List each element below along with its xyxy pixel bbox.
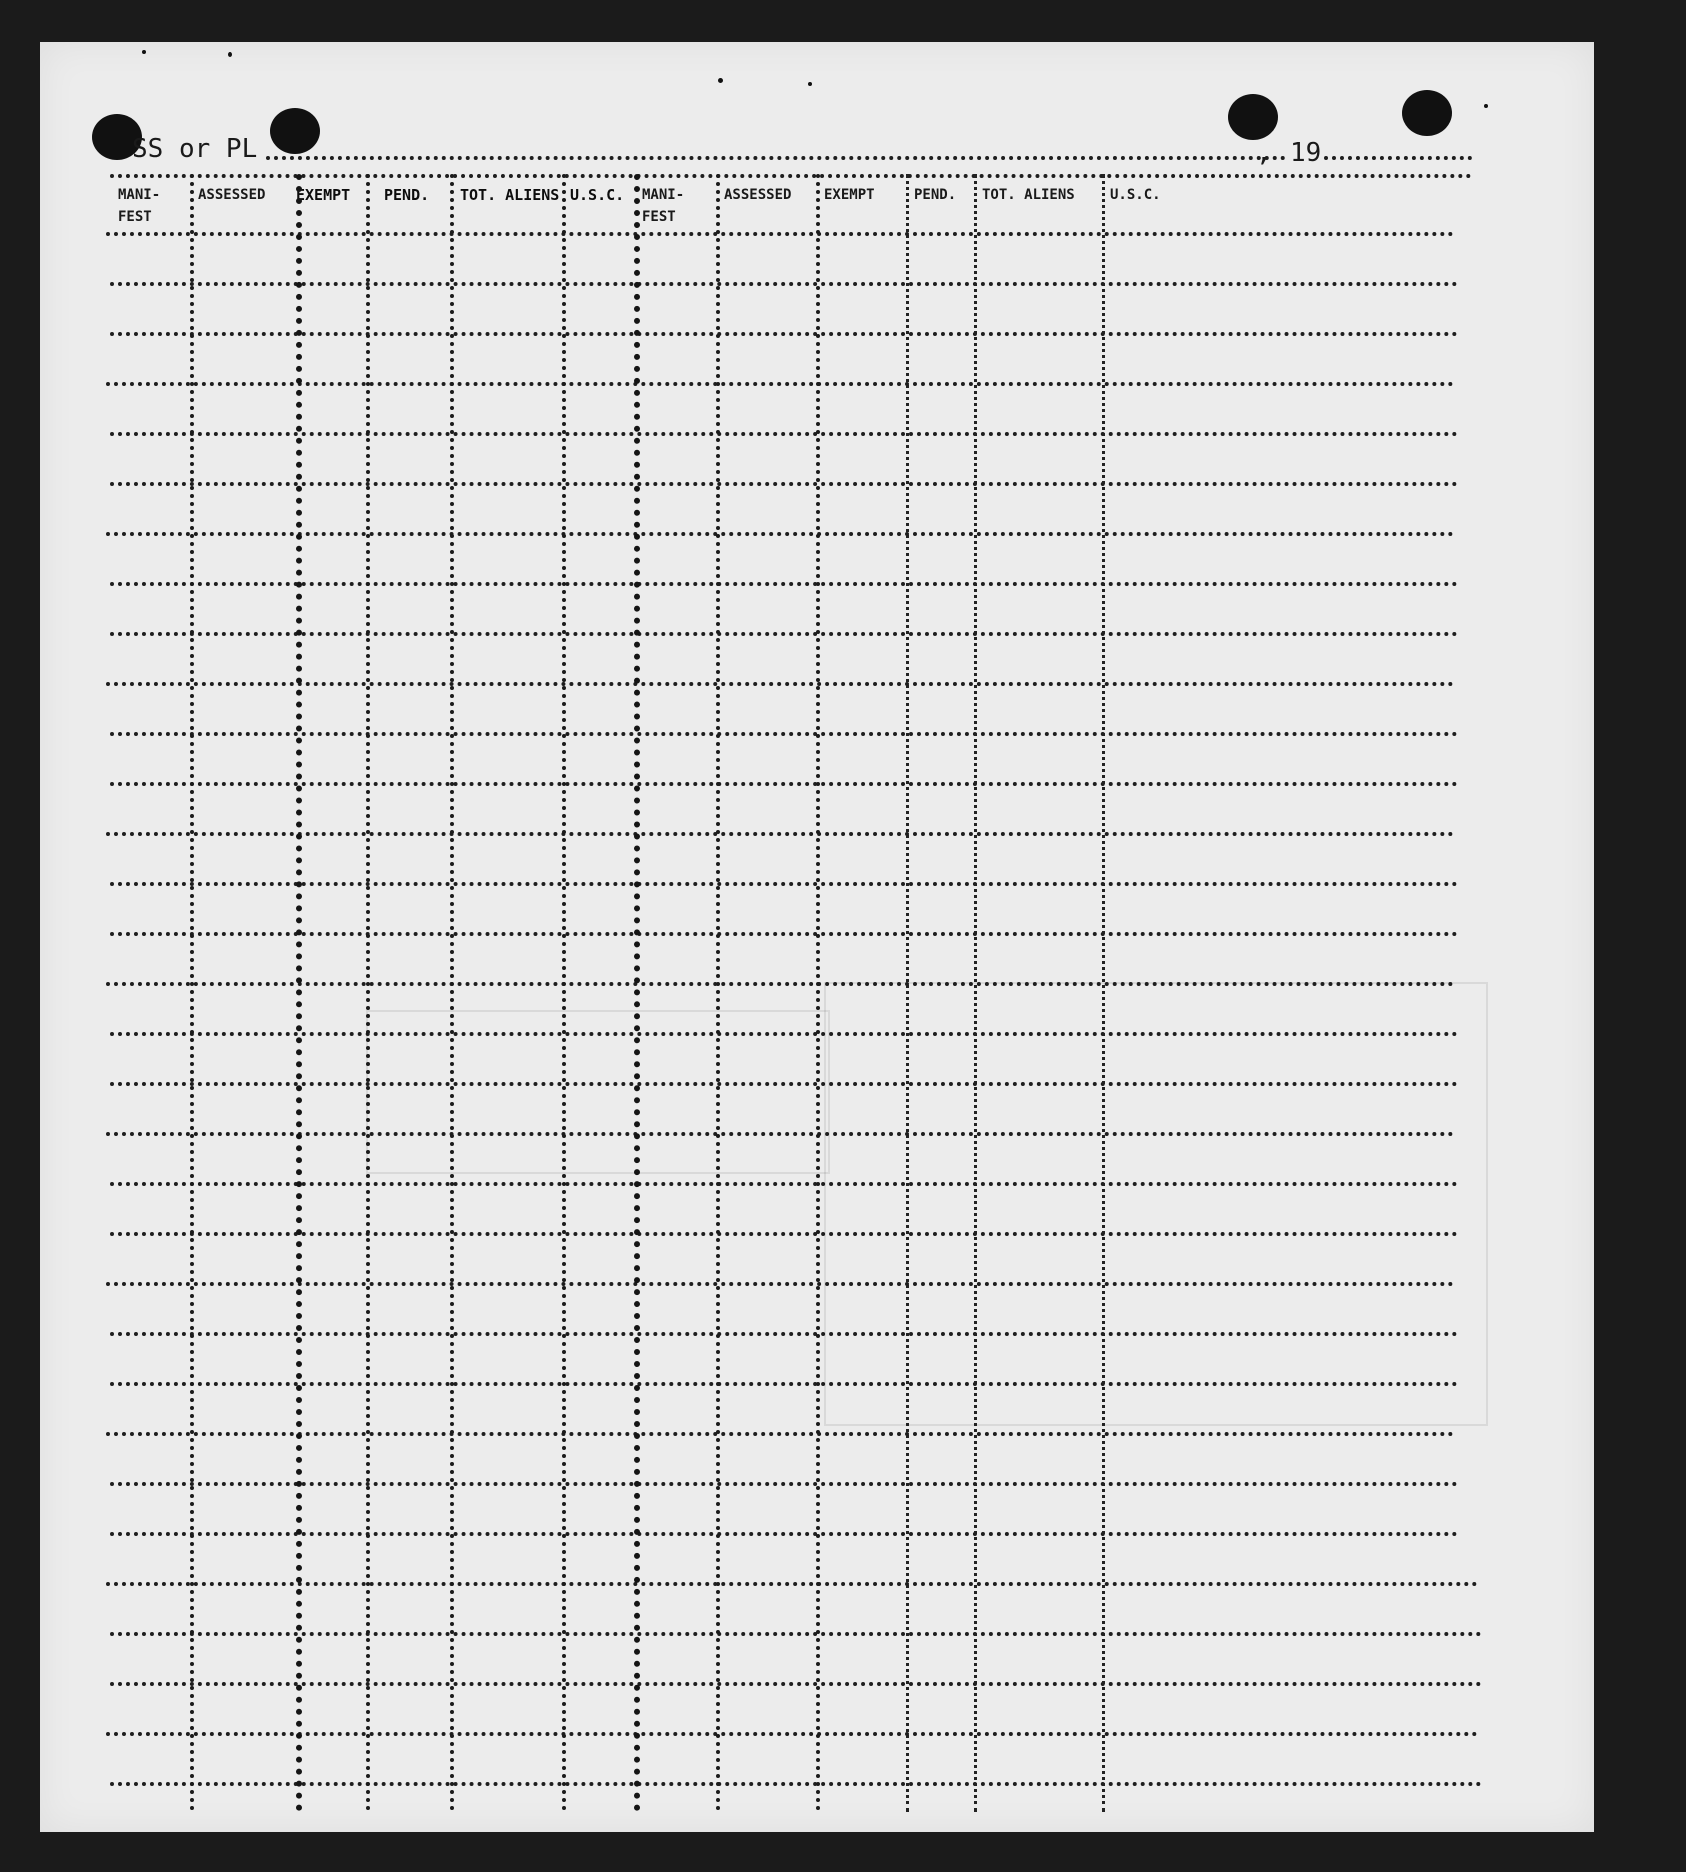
table-row-line[interactable] — [110, 1032, 1458, 1036]
table-row-line[interactable] — [110, 1082, 1458, 1086]
column-separator — [1102, 174, 1105, 1812]
date-comma: , — [1256, 138, 1272, 168]
col-header-left-manifest-line2: FEST — [118, 209, 152, 225]
table-row-line[interactable] — [110, 782, 1458, 786]
table-row-line[interactable] — [110, 1682, 1482, 1686]
ink-speck — [808, 82, 812, 86]
col-header-left-pend: PEND. — [384, 186, 430, 204]
column-separator — [366, 174, 370, 1812]
table-row-line[interactable] — [110, 482, 1458, 486]
table-row-line[interactable] — [106, 382, 1454, 386]
vessel-name-line[interactable] — [266, 156, 1286, 160]
table-row-line[interactable] — [110, 1332, 1458, 1336]
table-row-line[interactable] — [110, 1182, 1458, 1186]
punch-hole — [270, 108, 320, 154]
column-separator — [906, 174, 909, 1812]
table-row-line[interactable] — [106, 1132, 1454, 1136]
table-row-line[interactable] — [106, 682, 1454, 686]
table-row-line[interactable] — [106, 1432, 1454, 1436]
table-row-line[interactable] — [110, 432, 1458, 436]
column-separator — [296, 174, 302, 1812]
column-separator — [716, 174, 720, 1812]
col-header-right-assessed: ASSESSED — [724, 187, 792, 203]
table-row-line[interactable] — [106, 232, 1454, 236]
vessel-label: SS or PL — [132, 134, 258, 164]
table-row-line[interactable] — [110, 632, 1458, 636]
year-label: 19 — [1290, 138, 1322, 168]
table-row-line[interactable] — [110, 1632, 1482, 1636]
table-row-line[interactable] — [106, 1582, 1478, 1586]
column-separator — [816, 174, 820, 1812]
table-row-line[interactable] — [110, 1382, 1458, 1386]
col-header-right-usc: U.S.C. — [1110, 187, 1161, 203]
column-separator — [562, 174, 566, 1812]
punch-hole — [1402, 90, 1452, 136]
show-through-box — [824, 982, 1488, 1426]
table-row-line[interactable] — [106, 982, 1454, 986]
table-row-line[interactable] — [106, 1732, 1478, 1736]
table-row-line[interactable] — [110, 1532, 1458, 1536]
col-header-right-tot_aliens: TOT. ALIENS — [982, 187, 1075, 203]
col-header-right-manifest-line2: FEST — [642, 209, 676, 225]
table-row-line[interactable] — [110, 1232, 1458, 1236]
column-separator — [974, 174, 977, 1812]
table-row-line[interactable] — [110, 282, 1458, 286]
table-row-line[interactable] — [110, 582, 1458, 586]
col-header-right-pend: PEND. — [914, 187, 957, 203]
ink-speck — [228, 52, 232, 57]
table-row-line[interactable] — [106, 532, 1454, 536]
col-header-left-manifest: MANI- — [118, 187, 161, 203]
col-header-left-assessed: ASSESSED — [198, 187, 266, 203]
form-sheet — [40, 42, 1594, 1832]
col-header-right-manifest: MANI- — [642, 187, 685, 203]
ink-speck — [142, 50, 146, 54]
table-row-line[interactable] — [110, 932, 1458, 936]
table-row-line[interactable] — [110, 1482, 1458, 1486]
col-header-right-exempt: EXEMPT — [824, 187, 875, 203]
table-row-line[interactable] — [110, 332, 1458, 336]
year-line[interactable] — [1324, 156, 1472, 160]
table-row-line[interactable] — [110, 732, 1458, 736]
header-rule — [110, 174, 1472, 178]
table-row-line[interactable] — [106, 832, 1454, 836]
col-header-left-tot_aliens: TOT. ALIENS — [460, 186, 560, 204]
ink-speck — [1484, 104, 1488, 108]
col-header-left-exempt: EXEMPT — [296, 186, 351, 204]
column-separator — [450, 174, 454, 1812]
punch-hole — [1228, 94, 1278, 140]
table-row-line[interactable] — [106, 1282, 1454, 1286]
col-header-left-usc: U.S.C. — [570, 186, 625, 204]
column-separator — [190, 174, 194, 1812]
table-row-line[interactable] — [110, 1782, 1482, 1786]
column-separator — [634, 174, 640, 1812]
table-row-line[interactable] — [110, 882, 1458, 886]
ink-speck — [718, 78, 723, 83]
